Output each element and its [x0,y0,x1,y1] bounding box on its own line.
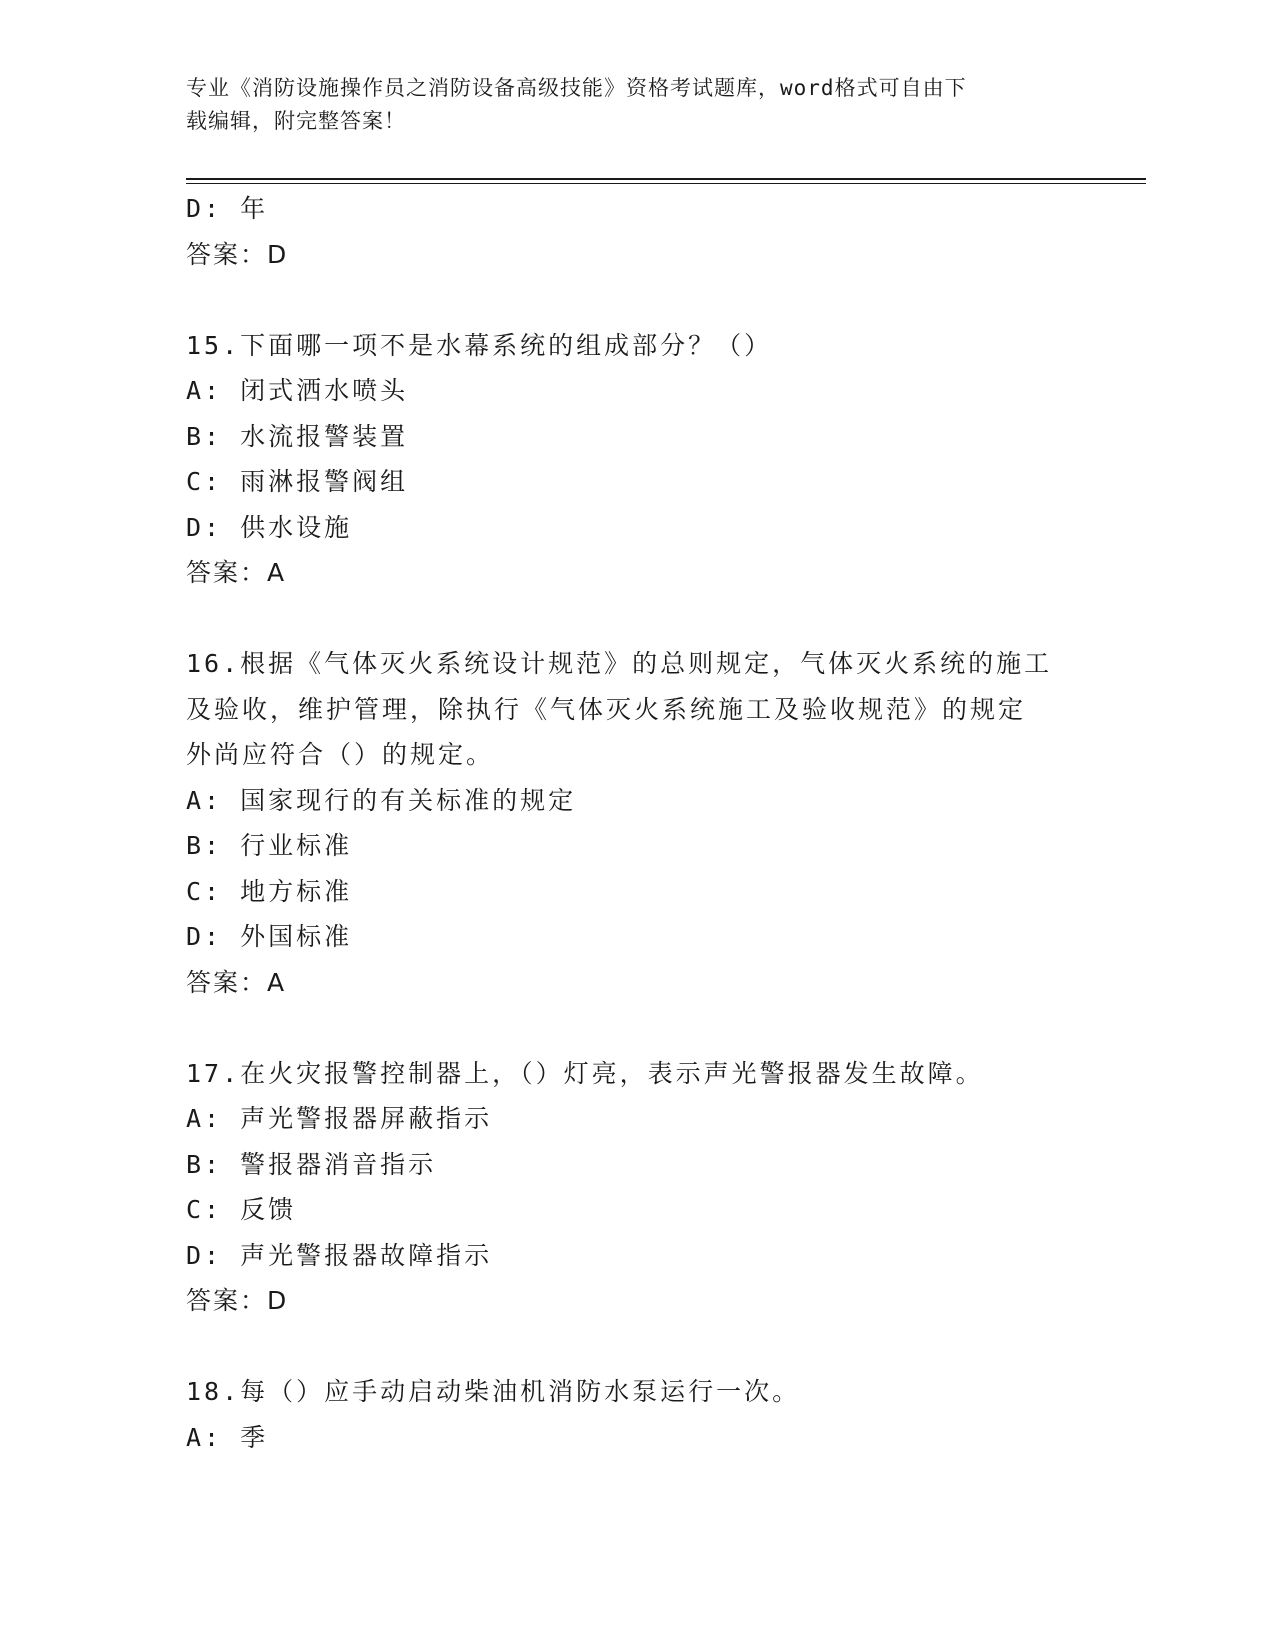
option-d: D: 声光警报器故障指示 [186,1240,493,1270]
option-a: A: 国家现行的有关标准的规定 [186,785,577,815]
question-text-line-1: 16.根据《气体灭火系统设计规范》的总则规定，气体灭火系统的施工 [186,649,1053,678]
option-b: B: 警报器消音指示 [186,1149,437,1179]
question-16 [186,641,1086,1005]
option-d: D: 外国标准 [186,922,353,951]
header-rule-thin [186,183,1146,184]
answer: 答案：A [186,558,287,587]
question-17 [186,1051,1086,1324]
document-header [186,72,1066,138]
question-text-line-3: 外尚应符合（）的规定。 [186,740,495,769]
option-d: D: 年 [186,194,269,223]
question-text: 17.在火灾报警控制器上，（）灯亮，表示声光警报器发生故障。 [186,1058,984,1088]
header-line-2: 载编辑，附完整答案！ [186,109,406,133]
question-text: 15.下面哪一项不是水幕系统的组成部分？（） [186,330,773,360]
header-line-1: 专业《消防设施操作员之消防设备高级技能》资格考试题库，word格式可自由下 [186,76,967,100]
question-text-line-2: 及验收，维护管理，除执行《气体灭火系统施工及验收规范》的规定 [186,694,1027,724]
answer: 答案：A [186,967,287,997]
option-d: D: 供水设施 [186,512,353,542]
document-body [186,186,1086,1460]
option-b: B: 水流报警装置 [186,421,409,451]
question-text: 18.每（）应手动启动柴油机消防水泵运行一次。 [186,1377,801,1406]
option-a: A: 季 [186,1422,269,1452]
answer: 答案：D [186,1286,289,1315]
question-18 [186,1369,1086,1460]
option-c: C: 反馈 [186,1195,297,1224]
question-15 [186,323,1086,596]
option-b: B: 行业标准 [186,831,353,860]
answer: 答案：D [186,239,289,269]
option-c: C: 雨淋报警阀组 [186,467,409,496]
option-c: C: 地方标准 [186,876,353,906]
option-a: A: 闭式洒水喷头 [186,376,409,405]
header-rule-thick [186,178,1146,180]
option-a: A: 声光警报器屏蔽指示 [186,1104,493,1133]
